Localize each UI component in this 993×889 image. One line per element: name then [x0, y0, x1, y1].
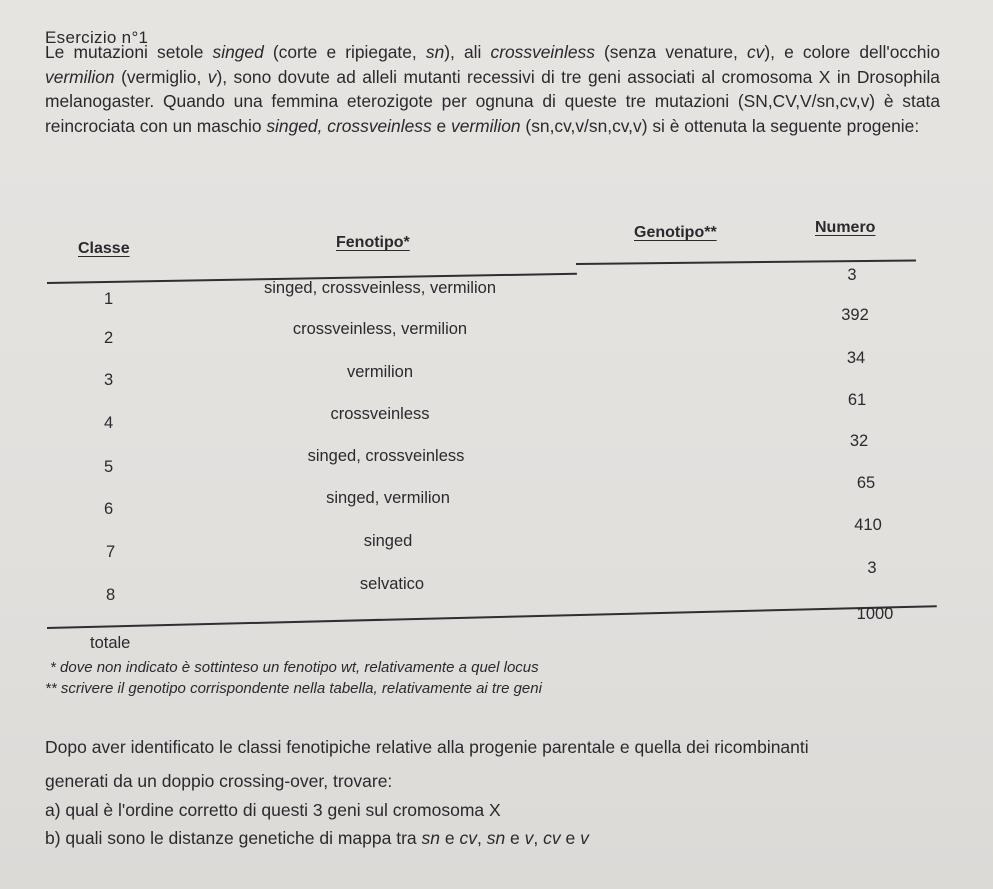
exercise-intro	[45, 40, 940, 138]
row-1-fenotipo: singed, crossveinless, vermilion	[263, 279, 496, 297]
row-8-fenotipo: selvatico	[359, 575, 425, 593]
question-intro-line1: Dopo aver identificato le classi fenotipiche relative alla progenie parentale e quella dei ricombinanti	[45, 737, 809, 757]
row-3-numero: 34	[846, 349, 866, 367]
row-5-fenotipo: singed, crossveinless	[307, 447, 465, 465]
row-1-numero: 3	[847, 266, 857, 284]
exercise-title: Esercizio n°1	[45, 28, 149, 47]
row-3-classe: 3	[104, 371, 114, 389]
row-7-classe: 7	[106, 543, 116, 561]
row-1-classe: 1	[104, 290, 114, 308]
row-6-classe: 6	[104, 500, 114, 518]
row-2-classe: 2	[104, 329, 114, 347]
footnote-fenotipo: * dove non indicato è sottinteso un fenotipo wt, relativamente a quel locus	[50, 659, 539, 676]
total-value: 1000	[856, 605, 894, 623]
row-8-numero: 3	[867, 559, 877, 577]
row-7-numero: 410	[854, 516, 882, 534]
row-4-classe: 4	[104, 414, 114, 432]
header-fenotipo: Fenotipo*	[336, 234, 410, 251]
header-rule-right	[576, 259, 916, 265]
intro-paragraph: Le mutazioni setole singed (corte e ripiegate, sn), ali crossveinless (senza venature, cv), e colore dell'occhio vermilion (vermiglio, v), sono dovute ad alleli mutanti recessivi di tre geni associati al cromosoma X in Drosophila melanogaster. Quando una femmina eterozigote per ognuna di queste tre mutazioni (SN,CV,V/sn,cv,v) è stata reincrociata con un maschio singed, crossveinless e vermilion (sn,cv,v/sn,cv,v) si è ottenuta la seguente progenie:	[45, 42, 940, 136]
row-4-fenotipo: crossveinless	[330, 405, 430, 423]
row-2-numero: 392	[841, 306, 869, 324]
row-3-fenotipo: vermilion	[346, 363, 414, 381]
table-bottom-rule	[47, 605, 937, 629]
row-6-fenotipo: singed, vermilion	[326, 489, 450, 507]
row-6-numero: 65	[856, 474, 876, 492]
row-7-fenotipo: singed	[363, 532, 413, 550]
row-4-numero: 61	[847, 391, 867, 409]
row-8-classe: 8	[106, 586, 116, 604]
header-genotipo: Genotipo**	[634, 224, 717, 241]
row-2-fenotipo: crossveinless, vermilion	[292, 320, 468, 338]
question-b: b) quali sono le distanze genetiche di mappa tra sn e cv, sn e v, cv e v	[45, 828, 589, 848]
header-numero: Numero	[815, 219, 876, 236]
footnote-genotipo: ** scrivere il genotipo corrispondente nella tabella, relativamente ai tre geni	[45, 680, 542, 697]
row-5-numero: 32	[849, 432, 869, 450]
row-5-classe: 5	[104, 458, 114, 476]
question-intro-line2: generati da un doppio crossing-over, trovare:	[45, 771, 393, 791]
question-a: a) qual è l'ordine corretto di questi 3 geni sul cromosoma X	[45, 800, 501, 820]
total-label: totale	[90, 634, 131, 652]
header-classe: Classe	[78, 240, 130, 257]
